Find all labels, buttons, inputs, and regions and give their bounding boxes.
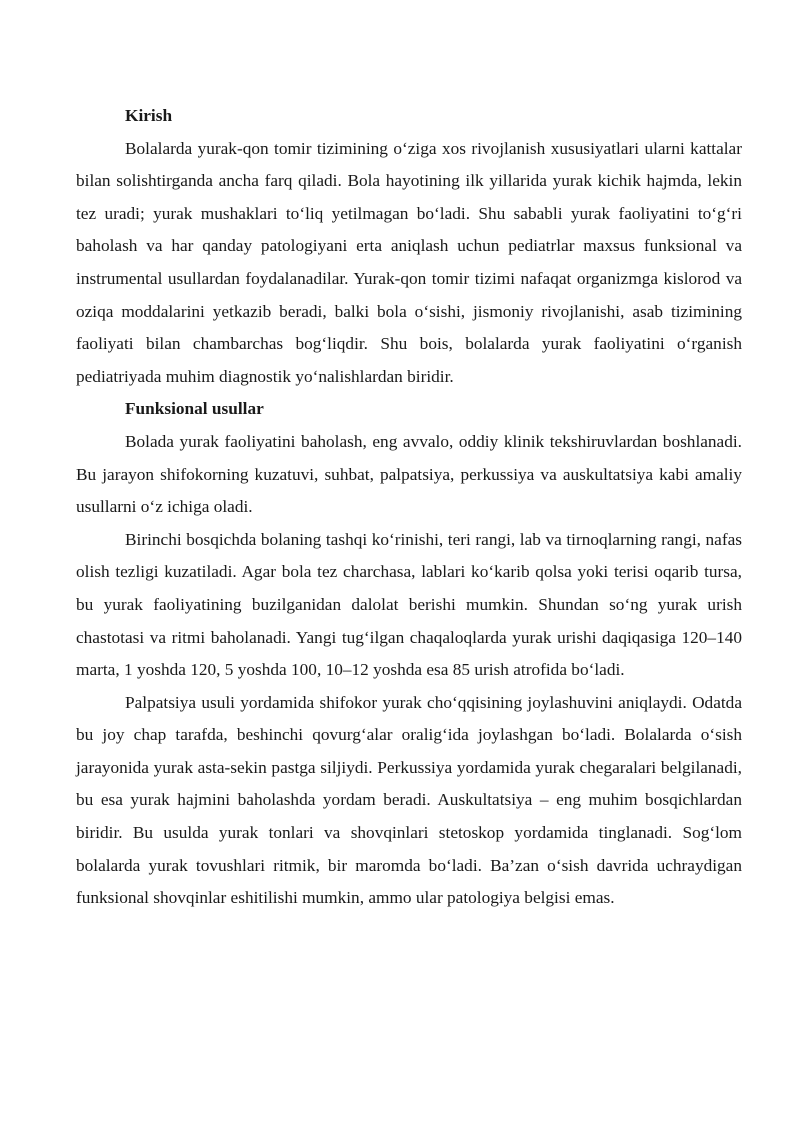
document-page [76, 100, 742, 915]
section-heading-funksional-usullar: Funksional usullar [125, 399, 264, 419]
paragraph-introduction: Bolalarda yurak-qon tomir tizimining o‘ziga xos rivojlanish xususiyatlari ularni kattalar bilan solishtirganda ancha farq qiladi. Bola hayotining ilk yillarida yurak kichik hajmda, lekin tez uradi; yurak mushaklari to‘liq yetilmagan bo‘ladi. Shu sababli yurak faoliyatini to‘g‘ri baholash va har qanday patologiyani erta aniqlash uchun pediatrlar maxsus funksional va instrumental usullardan foydalanadilar. Yurak-qon tomir tizimi nafaqat organizmga kislorod va oziqa moddalarini yetkazib beradi, balki bola o‘sishi, jismoniy rivojlanishi, asab tizimining faoliyati bilan chambarchas bog‘liqdir. Shu bois, bolalarda yurak faoliyatini o‘rganish pediatriyada muhim diagnostik yo‘nalishlardan biridir. [76, 138, 742, 386]
paragraph-first-stage: Birinchi bosqichda bolaning tashqi ko‘rinishi, teri rangi, lab va tirnoqlarning rangi, nafas olish tezligi kuzatiladi. Agar bola tez charchasa, lablari ko‘karib qolsa yoki terisi oqarib tursa, bu yurak faoliyatining buzilganidan dalolat berishi mumkin. Shundan so‘ng yurak urish chastotasi va ritmi baholanadi. Yangi tug‘ilgan chaqaloqlarda yurak urishi daqiqasiga 120–140 marta, 1 yoshda 120, 5 yoshda 100, 10–12 yoshda esa 85 urish atrofida bo‘ladi. [76, 529, 742, 680]
section-functional-methods [76, 393, 742, 915]
section-heading-kirish: Kirish [125, 106, 173, 125]
paragraph-clinical-exam: Bolada yurak faoliyatini baholash, eng avvalo, oddiy klinik tekshiruvlardan boshlanadi. Bu jarayon shifokorning kuzatuvi, suhbat, palpatsiya, perkussiya va auskultatsiya kabi amaliy usullarni o‘z ichiga oladi. [76, 431, 742, 517]
section-introduction [76, 100, 742, 393]
paragraph-palpation: Palpatsiya usuli yordamida shifokor yurak cho‘qqisining joylashuvini aniqlaydi. Odatda bu joy chap tarafda, beshinchi qovurg‘alar oralig‘ida joylashgan bo‘ladi. Bolalarda o‘sish jarayonida yurak asta-sekin pastga siljiydi. Perkussiya yordamida yurak chegaralari belgilanadi, bu esa yurak hajmini baholashda yordam beradi. Auskultatsiya – eng muhim bosqichlardan biridir. Bu usulda yurak tonlari va shovqinlari stetoskop yordamida tinglanadi. Sog‘lom bolalarda yurak tovushlari ritmik, bir maromda bo‘ladi. Ba’zan o‘sish davrida uchraydigan funksional shovqinlar eshitilishi mumkin, ammo ular patologiya belgisi emas. [76, 692, 742, 908]
